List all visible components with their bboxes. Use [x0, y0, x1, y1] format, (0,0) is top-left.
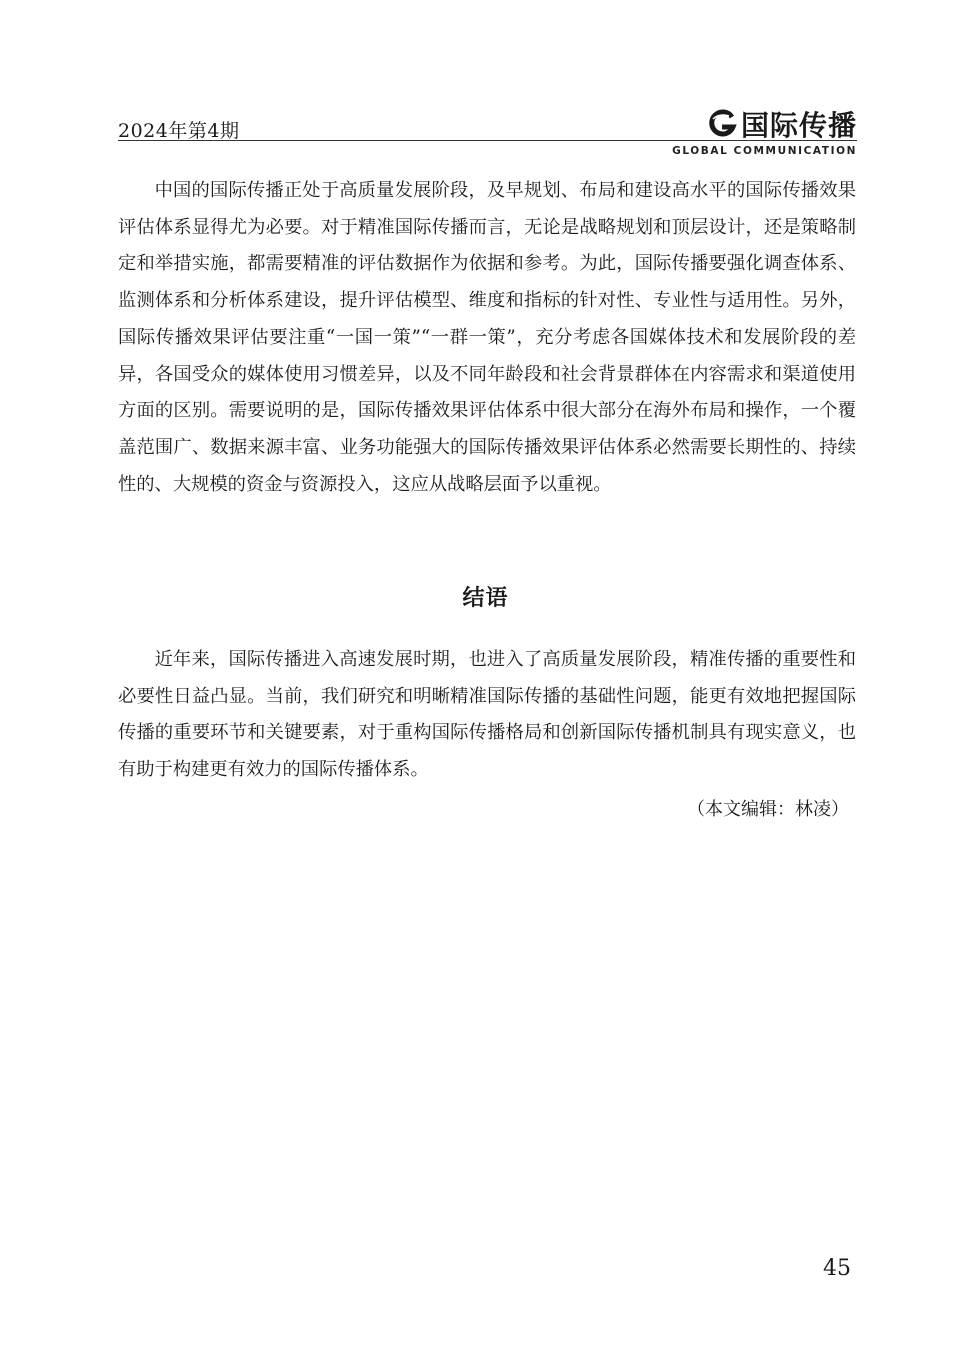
header-divider [118, 140, 857, 141]
editor-note: （本文编辑：林凌） [687, 799, 849, 820]
journal-brand [707, 104, 857, 144]
section-heading: 结语 [462, 586, 509, 611]
page-number: 45 [823, 1256, 851, 1281]
journal-title: 国际传播 [740, 109, 857, 142]
g-logo-icon [707, 109, 737, 139]
conclusion-paragraph: 近年来，国际传播进入高速发展时期，也进入了高质量发展阶段，精准传播的重要性和必要性日益凸显。当前，我们研究和明晰精准国际传播的基础性问题，能更有效地把握国际传播的重要环节和关键要素，对于重构国际传播格局和创新国际传播机制具有现实意义，也有助于构建更有效力的国际传播体系。 [118, 649, 856, 781]
body-paragraph: 中国的国际传播正处于高质量发展阶段，及早规划、布局和建设高水平的国际传播效果评估体系显得尤为必要。对于精准国际传播而言，无论是战略规划和顶层设计，还是策略制定和举措实施，都需要精准的评估数据作为依据和参考。为此，国际传播要强化调查体系、监测体系和分析体系建设，提升评估模型、维度和指标的针对性、专业性与适用性。另外，国际传播效果评估要注重“一国一策”“一群一策”，充分考虑各国媒体技术和发展阶段的差异，各国受众的媒体使用习惯差异，以及不同年龄段和社会背景群体在内容需求和渠道使用方面的区别。需要说明的是，国际传播效果评估体系中很大部分在海外布局和操作，一个覆盖范围广、数据来源丰富、业务功能强大的国际传播效果评估体系必然需要长期性的、持续性的、大规模的资金与资源投入，这应从战略层面予以重视。 [118, 180, 856, 495]
journal-subtitle: GLOBAL COMMUNICATION [672, 145, 857, 157]
issue-label: 2024年第4期 [118, 120, 240, 142]
